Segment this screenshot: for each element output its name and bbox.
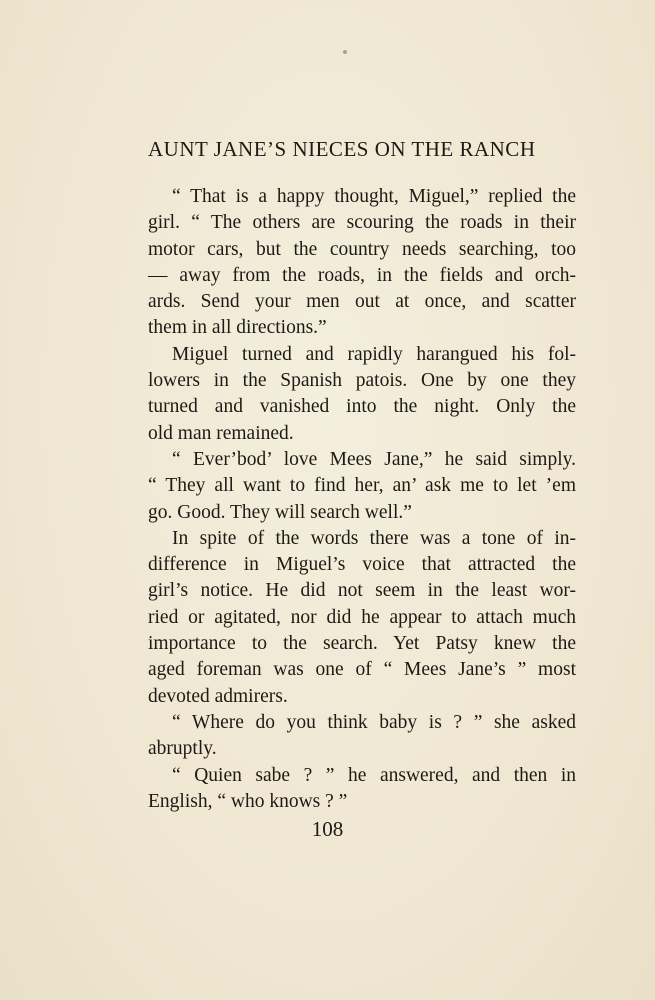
text-line: old man remained. [148,422,294,444]
text-line: them in all directions.” [148,317,327,339]
text-line: “ They all want to find her, an’ ask me to let ’em [148,475,576,497]
text-line: turned and vanished into the night. Only the [148,396,576,418]
text-line: “ That is a happy thought, Miguel,” replied the [172,186,576,207]
text-line: “ Where do you think baby is ? ” she asked [172,711,576,733]
running-head: AUNT JANE’S NIECES ON THE RANCH [148,137,536,161]
text-line: lowers in the Spanish patois. One by one they [148,370,576,392]
text-line: — away from the roads, in the fields and orch- [148,264,576,286]
page-number: 108 [311,817,344,841]
text-line: ards. Send your men out at once, and scatter [148,291,576,313]
body-text [148,184,576,815]
text-line: ried or agitated, nor did he appear to attach much [148,606,576,628]
text-line: “ Ever’bod’ love Mees Jane,” he said simply. [172,448,576,470]
text-line: In spite of the words there was a tone of in- [172,527,576,549]
text-line: “ Quien sabe ? ” he answered, and then in [172,764,576,786]
text-line: motor cars, but the country needs searching, too [148,238,576,260]
paper-speck [343,50,347,54]
text-line: English, “ who knows ? ” [148,790,348,812]
text-line: Miguel turned and rapidly harangued his fol- [172,343,576,365]
text-line: go. Good. They will search well.” [148,501,412,523]
text-line: girl’s notice. He did not seem in the least wor- [148,580,576,602]
text-line: importance to the search. Yet Patsy knew the [148,633,576,655]
text-line: girl. “ The others are scouring the roads in their [148,212,576,234]
text-line: aged foreman was one of “ Mees Jane’s ” most [148,659,576,681]
text-line: devoted admirers. [148,685,288,707]
text-line: difference in Miguel’s voice that attracted the [148,554,576,576]
text-line: abruptly. [148,738,217,760]
